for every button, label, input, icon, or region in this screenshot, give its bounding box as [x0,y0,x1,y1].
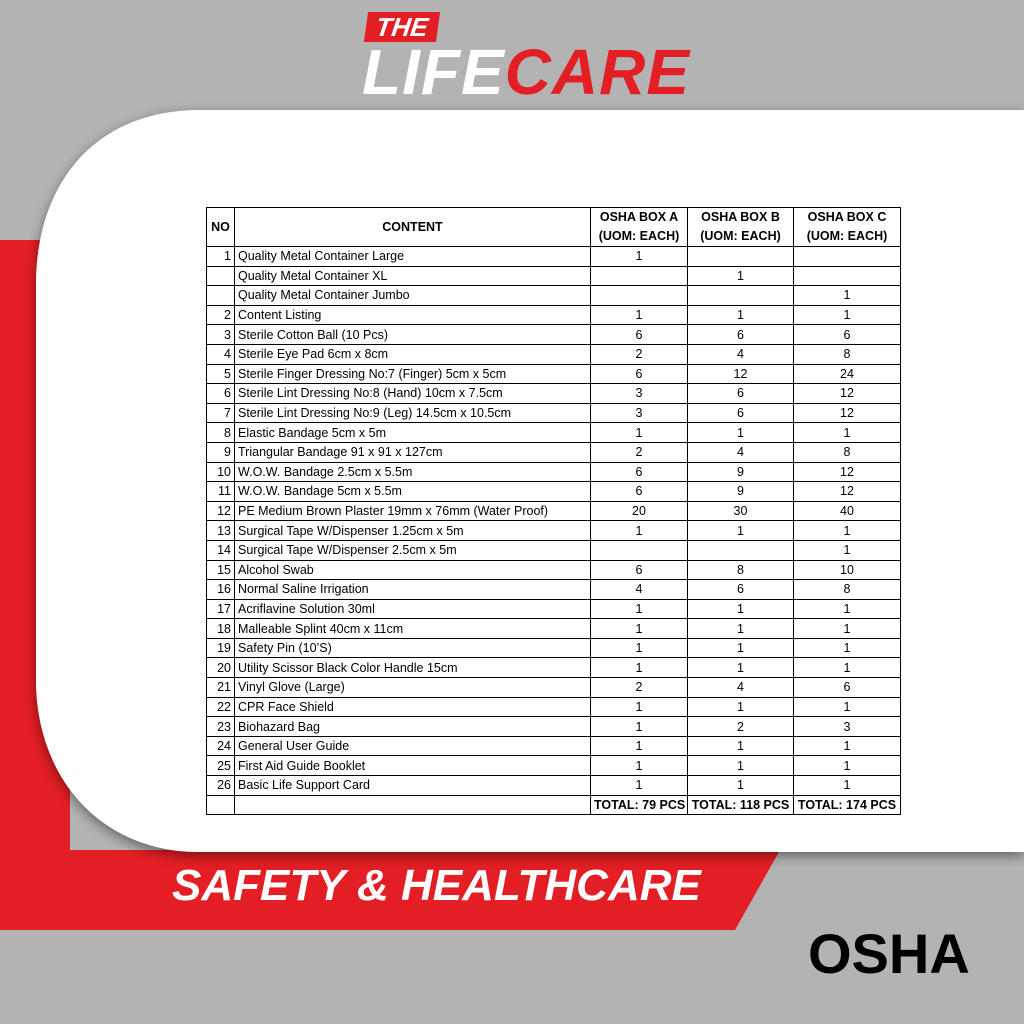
row-box-c: 1 [794,305,901,325]
row-no: 4 [207,344,235,364]
row-box-b: 6 [688,325,794,345]
row-box-b: 1 [688,619,794,639]
row-box-a: 2 [591,344,688,364]
table-row [207,756,901,776]
row-box-a: 1 [591,697,688,717]
row-no: 21 [207,678,235,698]
row-no: 26 [207,776,235,796]
table-row [207,344,901,364]
row-box-c: 8 [794,580,901,600]
table-row [207,736,901,756]
table-row [207,325,901,345]
row-box-a: 1 [591,736,688,756]
row-box-a: 3 [591,403,688,423]
row-content: Acriflavine Solution 30ml [235,599,591,619]
row-box-a: 1 [591,521,688,541]
row-content: Elastic Bandage 5cm x 5m [235,423,591,443]
row-box-a: 2 [591,442,688,462]
table-row [207,482,901,502]
row-content: Alcohol Swab [235,560,591,580]
row-box-b: 1 [688,521,794,541]
row-no: 6 [207,384,235,404]
row-box-b: 1 [688,658,794,678]
table-row [207,247,901,267]
table-row [207,560,901,580]
tagline: SAFETY & HEALTHCARE [172,861,701,910]
row-box-c: 12 [794,462,901,482]
row-box-b: 9 [688,462,794,482]
table-header-row [207,208,901,247]
row-box-a: 1 [591,305,688,325]
row-content: Quality Metal Container Jumbo [235,286,591,306]
row-box-c: 1 [794,756,901,776]
row-box-c: 3 [794,717,901,737]
row-box-a: 4 [591,580,688,600]
row-content: Quality Metal Container Large [235,247,591,267]
row-box-b: 9 [688,482,794,502]
row-box-a: 6 [591,325,688,345]
table-row [207,501,901,521]
row-box-c: 10 [794,560,901,580]
osha-badge: OSHA [808,922,970,985]
total-box-a: TOTAL: 79 PCS [591,795,688,815]
row-box-b: 4 [688,442,794,462]
row-box-a: 1 [591,599,688,619]
row-content: Surgical Tape W/Dispenser 2.5cm x 5m [235,540,591,560]
row-no: 10 [207,462,235,482]
row-content: Sterile Finger Dressing No:7 (Finger) 5cm x 5cm [235,364,591,384]
row-content: Utility Scissor Black Color Handle 15cm [235,658,591,678]
row-box-c: 1 [794,697,901,717]
row-box-b: 1 [688,736,794,756]
row-box-c [794,266,901,286]
row-box-c: 12 [794,384,901,404]
row-no: 24 [207,736,235,756]
row-box-b [688,247,794,267]
row-content: Biohazard Bag [235,717,591,737]
row-no: 7 [207,403,235,423]
table-row [207,384,901,404]
row-box-a: 1 [591,776,688,796]
row-content: First Aid Guide Booklet [235,756,591,776]
row-box-b: 4 [688,678,794,698]
table-row [207,462,901,482]
row-content: Content Listing [235,305,591,325]
table-row [207,266,901,286]
row-box-c [794,247,901,267]
row-no: 9 [207,442,235,462]
brand-the-badge: THE [364,12,440,42]
row-box-a: 6 [591,482,688,502]
row-content: Quality Metal Container XL [235,266,591,286]
table-row [207,305,901,325]
row-box-c: 40 [794,501,901,521]
row-box-c: 1 [794,658,901,678]
header-box-c: OSHA BOX C (UOM: EACH) [794,208,901,247]
table-row [207,540,901,560]
brand-care-text: CARE [504,36,690,108]
row-box-a [591,286,688,306]
row-box-b: 2 [688,717,794,737]
row-box-a: 1 [591,247,688,267]
table-row [207,521,901,541]
row-no: 12 [207,501,235,521]
row-no [207,286,235,306]
table-row [207,717,901,737]
table-row [207,286,901,306]
row-box-c: 6 [794,325,901,345]
row-box-b: 1 [688,776,794,796]
row-box-c: 6 [794,678,901,698]
row-content: Triangular Bandage 91 x 91 x 127cm [235,442,591,462]
kit-content-table [206,207,901,815]
row-content: PE Medium Brown Plaster 19mm x 76mm (Water Proof) [235,501,591,521]
row-box-b: 6 [688,403,794,423]
row-no [207,266,235,286]
row-box-b: 1 [688,638,794,658]
row-box-c: 8 [794,344,901,364]
row-box-a [591,266,688,286]
row-no: 2 [207,305,235,325]
table-row [207,599,901,619]
row-content: Safety Pin (10’S) [235,638,591,658]
row-no: 15 [207,560,235,580]
row-box-c: 12 [794,482,901,502]
row-box-c: 1 [794,776,901,796]
row-content: W.O.W. Bandage 5cm x 5.5m [235,482,591,502]
row-box-b: 12 [688,364,794,384]
row-box-a [591,540,688,560]
header-content: CONTENT [235,208,591,247]
row-box-c: 8 [794,442,901,462]
table-row [207,423,901,443]
row-box-a: 1 [591,638,688,658]
row-box-c: 1 [794,736,901,756]
total-blank [207,795,235,815]
row-no: 13 [207,521,235,541]
row-content: Malleable Splint 40cm x 11cm [235,619,591,639]
row-no: 20 [207,658,235,678]
row-no: 18 [207,619,235,639]
row-content: General User Guide [235,736,591,756]
row-box-a: 1 [591,423,688,443]
row-box-a: 1 [591,658,688,678]
row-box-c: 24 [794,364,901,384]
row-box-b: 1 [688,266,794,286]
row-no: 11 [207,482,235,502]
row-box-a: 1 [591,619,688,639]
brand-logo [362,36,690,108]
row-no: 19 [207,638,235,658]
row-box-b: 4 [688,344,794,364]
table-total-row [207,795,901,815]
row-box-b: 1 [688,697,794,717]
row-no: 16 [207,580,235,600]
row-box-b: 1 [688,423,794,443]
row-content: Sterile Cotton Ball (10 Pcs) [235,325,591,345]
row-no: 25 [207,756,235,776]
row-content: Vinyl Glove (Large) [235,678,591,698]
row-box-c: 1 [794,521,901,541]
row-box-a: 3 [591,384,688,404]
row-no: 17 [207,599,235,619]
table-row [207,658,901,678]
row-box-b: 1 [688,599,794,619]
row-content: W.O.W. Bandage 2.5cm x 5.5m [235,462,591,482]
table-row [207,442,901,462]
table-row [207,638,901,658]
row-no: 3 [207,325,235,345]
table-row [207,619,901,639]
row-no: 23 [207,717,235,737]
row-content: Surgical Tape W/Dispenser 1.25cm x 5m [235,521,591,541]
row-box-a: 6 [591,462,688,482]
row-box-a: 1 [591,717,688,737]
total-box-b: TOTAL: 118 PCS [688,795,794,815]
row-box-b [688,286,794,306]
table-row [207,678,901,698]
row-no: 14 [207,540,235,560]
row-content: Sterile Eye Pad 6cm x 8cm [235,344,591,364]
table-row [207,364,901,384]
row-box-b: 30 [688,501,794,521]
row-box-c: 1 [794,638,901,658]
total-blank [235,795,591,815]
row-no: 8 [207,423,235,443]
row-box-a: 6 [591,560,688,580]
row-box-b [688,540,794,560]
table-body [207,247,901,796]
row-box-a: 20 [591,501,688,521]
total-box-c: TOTAL: 174 PCS [794,795,901,815]
header-box-a: OSHA BOX A (UOM: EACH) [591,208,688,247]
table-row [207,697,901,717]
header-no: NO [207,208,235,247]
header-box-b: OSHA BOX B (UOM: EACH) [688,208,794,247]
row-box-a: 2 [591,678,688,698]
row-box-a: 6 [591,364,688,384]
row-box-c: 12 [794,403,901,423]
row-content: Basic Life Support Card [235,776,591,796]
table-row [207,403,901,423]
row-box-c: 1 [794,540,901,560]
row-box-b: 6 [688,580,794,600]
row-box-c: 1 [794,423,901,443]
brand-life-text: LIFE [362,36,505,108]
row-content: CPR Face Shield [235,697,591,717]
row-content: Normal Saline Irrigation [235,580,591,600]
row-no: 1 [207,247,235,267]
table-row [207,776,901,796]
row-box-c: 1 [794,599,901,619]
row-no: 5 [207,364,235,384]
row-box-b: 1 [688,305,794,325]
row-box-b: 6 [688,384,794,404]
row-no: 22 [207,697,235,717]
row-box-b: 8 [688,560,794,580]
row-content: Sterile Lint Dressing No:8 (Hand) 10cm x 7.5cm [235,384,591,404]
row-box-c: 1 [794,619,901,639]
row-box-a: 1 [591,756,688,776]
row-box-c: 1 [794,286,901,306]
row-box-b: 1 [688,756,794,776]
row-content: Sterile Lint Dressing No:9 (Leg) 14.5cm x 10.5cm [235,403,591,423]
table-row [207,580,901,600]
